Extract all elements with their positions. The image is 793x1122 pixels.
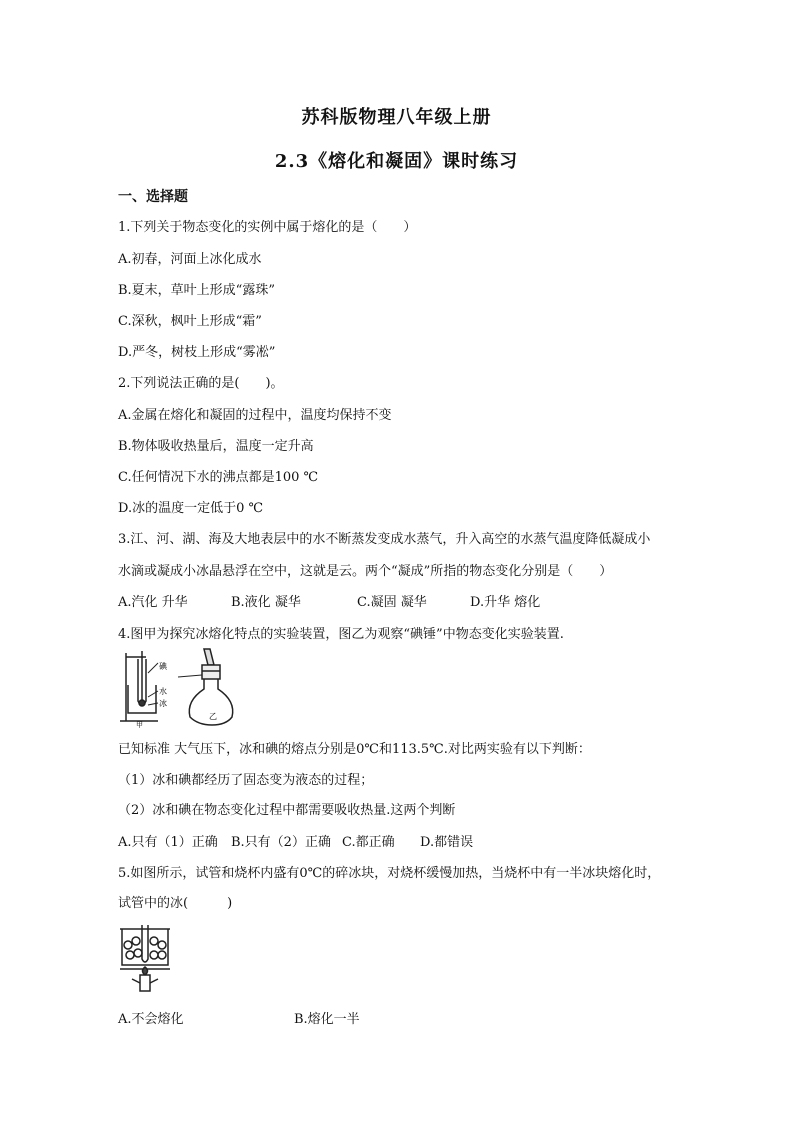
question-1-option-c: C.深秋，枫叶上形成“霜” bbox=[118, 314, 262, 329]
beaker-test-tube-figure bbox=[118, 925, 176, 993]
figure-label-ice: 冰 bbox=[159, 699, 167, 708]
section-heading-choice: 一、选择题 bbox=[118, 189, 188, 205]
question-5-option-b: B.熔化一半 bbox=[294, 1012, 360, 1027]
question-5-stem-line-1: 5.如图所示，试管和烧杯内盛有0℃的碎冰块，对烧杯缓慢加热，当烧杯中有一半冰块熔化时， bbox=[118, 866, 661, 881]
question-2-option-c: C.任何情况下水的沸点都是100 ℃ bbox=[118, 470, 319, 485]
experiment-figure-jia-yi bbox=[118, 645, 243, 728]
figure-yi-apparatus bbox=[178, 649, 233, 725]
document-title: 苏科版物理八年级上册 bbox=[301, 107, 492, 128]
figure-label-water: 水 bbox=[159, 687, 167, 696]
question-2-option-b: B.物体吸收热量后，温度一定升高 bbox=[118, 439, 314, 454]
figure-label-yi: 乙 bbox=[209, 712, 217, 721]
question-3-stem-line-1: 3.江、河、湖、海及大地表层中的水不断蒸发变成水蒸气，升入高空的水蒸气温度降低凝成小 bbox=[118, 532, 651, 547]
question-2-stem: 2.下列说法正确的是( )。 bbox=[118, 376, 284, 391]
question-2-option-a: A.金属在熔化和凝固的过程中，温度均保持不变 bbox=[118, 408, 392, 423]
question-4-option-a: A.只有（1）正确 bbox=[118, 835, 218, 850]
figure-label-iodine: 碘 bbox=[159, 662, 167, 671]
question-2-option-d: D.冰的温度一定低于0 ℃ bbox=[118, 501, 264, 516]
question-4-option-d: D.都错误 bbox=[420, 835, 474, 850]
question-3-option-a: A.汽化 升华 bbox=[118, 595, 188, 610]
question-3-option-b: B.液化 凝华 bbox=[231, 595, 301, 610]
question-3-options bbox=[118, 591, 540, 610]
question-5-options bbox=[118, 1008, 360, 1027]
document-subtitle: 2.3《熔化和凝固》课时练习 bbox=[274, 151, 519, 172]
question-4-info: 已知标准 大气压下，冰和碘的熔点分别是0℃和113.5℃.对比两实验有以下判断： bbox=[118, 742, 591, 757]
question-1-option-a: A.初春，河面上冰化成水 bbox=[118, 252, 262, 267]
question-3-option-d: D.升华 熔化 bbox=[470, 595, 541, 610]
question-3-stem-line-2: 水滴或凝成小冰晶悬浮在空中，这就是云。两个“凝成”所指的物态变化分别是（ ） bbox=[118, 564, 613, 579]
question-1-stem: 1.下列关于物态变化的实例中属于熔化的是（ ） bbox=[118, 220, 417, 235]
question-4-options bbox=[118, 831, 473, 850]
question-4-judgement-2: （2）冰和碘在物态变化过程中都需要吸收热量.这两个判断 bbox=[118, 803, 456, 818]
question-4-stem: 4.图甲为探究冰熔化特点的实验装置，图乙为观察“碘锤”中物态变化实验装置. bbox=[118, 627, 564, 642]
question-1-option-b: B.夏末，草叶上形成“露珠” bbox=[118, 283, 275, 298]
figure-jia-apparatus bbox=[120, 651, 158, 721]
question-4-option-b: B.只有（2）正确 bbox=[231, 835, 331, 850]
question-4-judgement-1: （1）冰和碘都经历了固态变为液态的过程； bbox=[118, 773, 374, 788]
question-3-option-c: C.凝固 凝华 bbox=[357, 595, 427, 610]
question-4-option-c: C.都正确 bbox=[342, 835, 395, 850]
question-5-stem-line-2: 试管中的冰( ) bbox=[118, 896, 233, 911]
question-1-option-d: D.严冬，树枝上形成“雾凇” bbox=[118, 345, 276, 360]
question-5-option-a: A.不会熔化 bbox=[118, 1012, 184, 1027]
figure-label-jia: 甲 bbox=[136, 721, 143, 728]
